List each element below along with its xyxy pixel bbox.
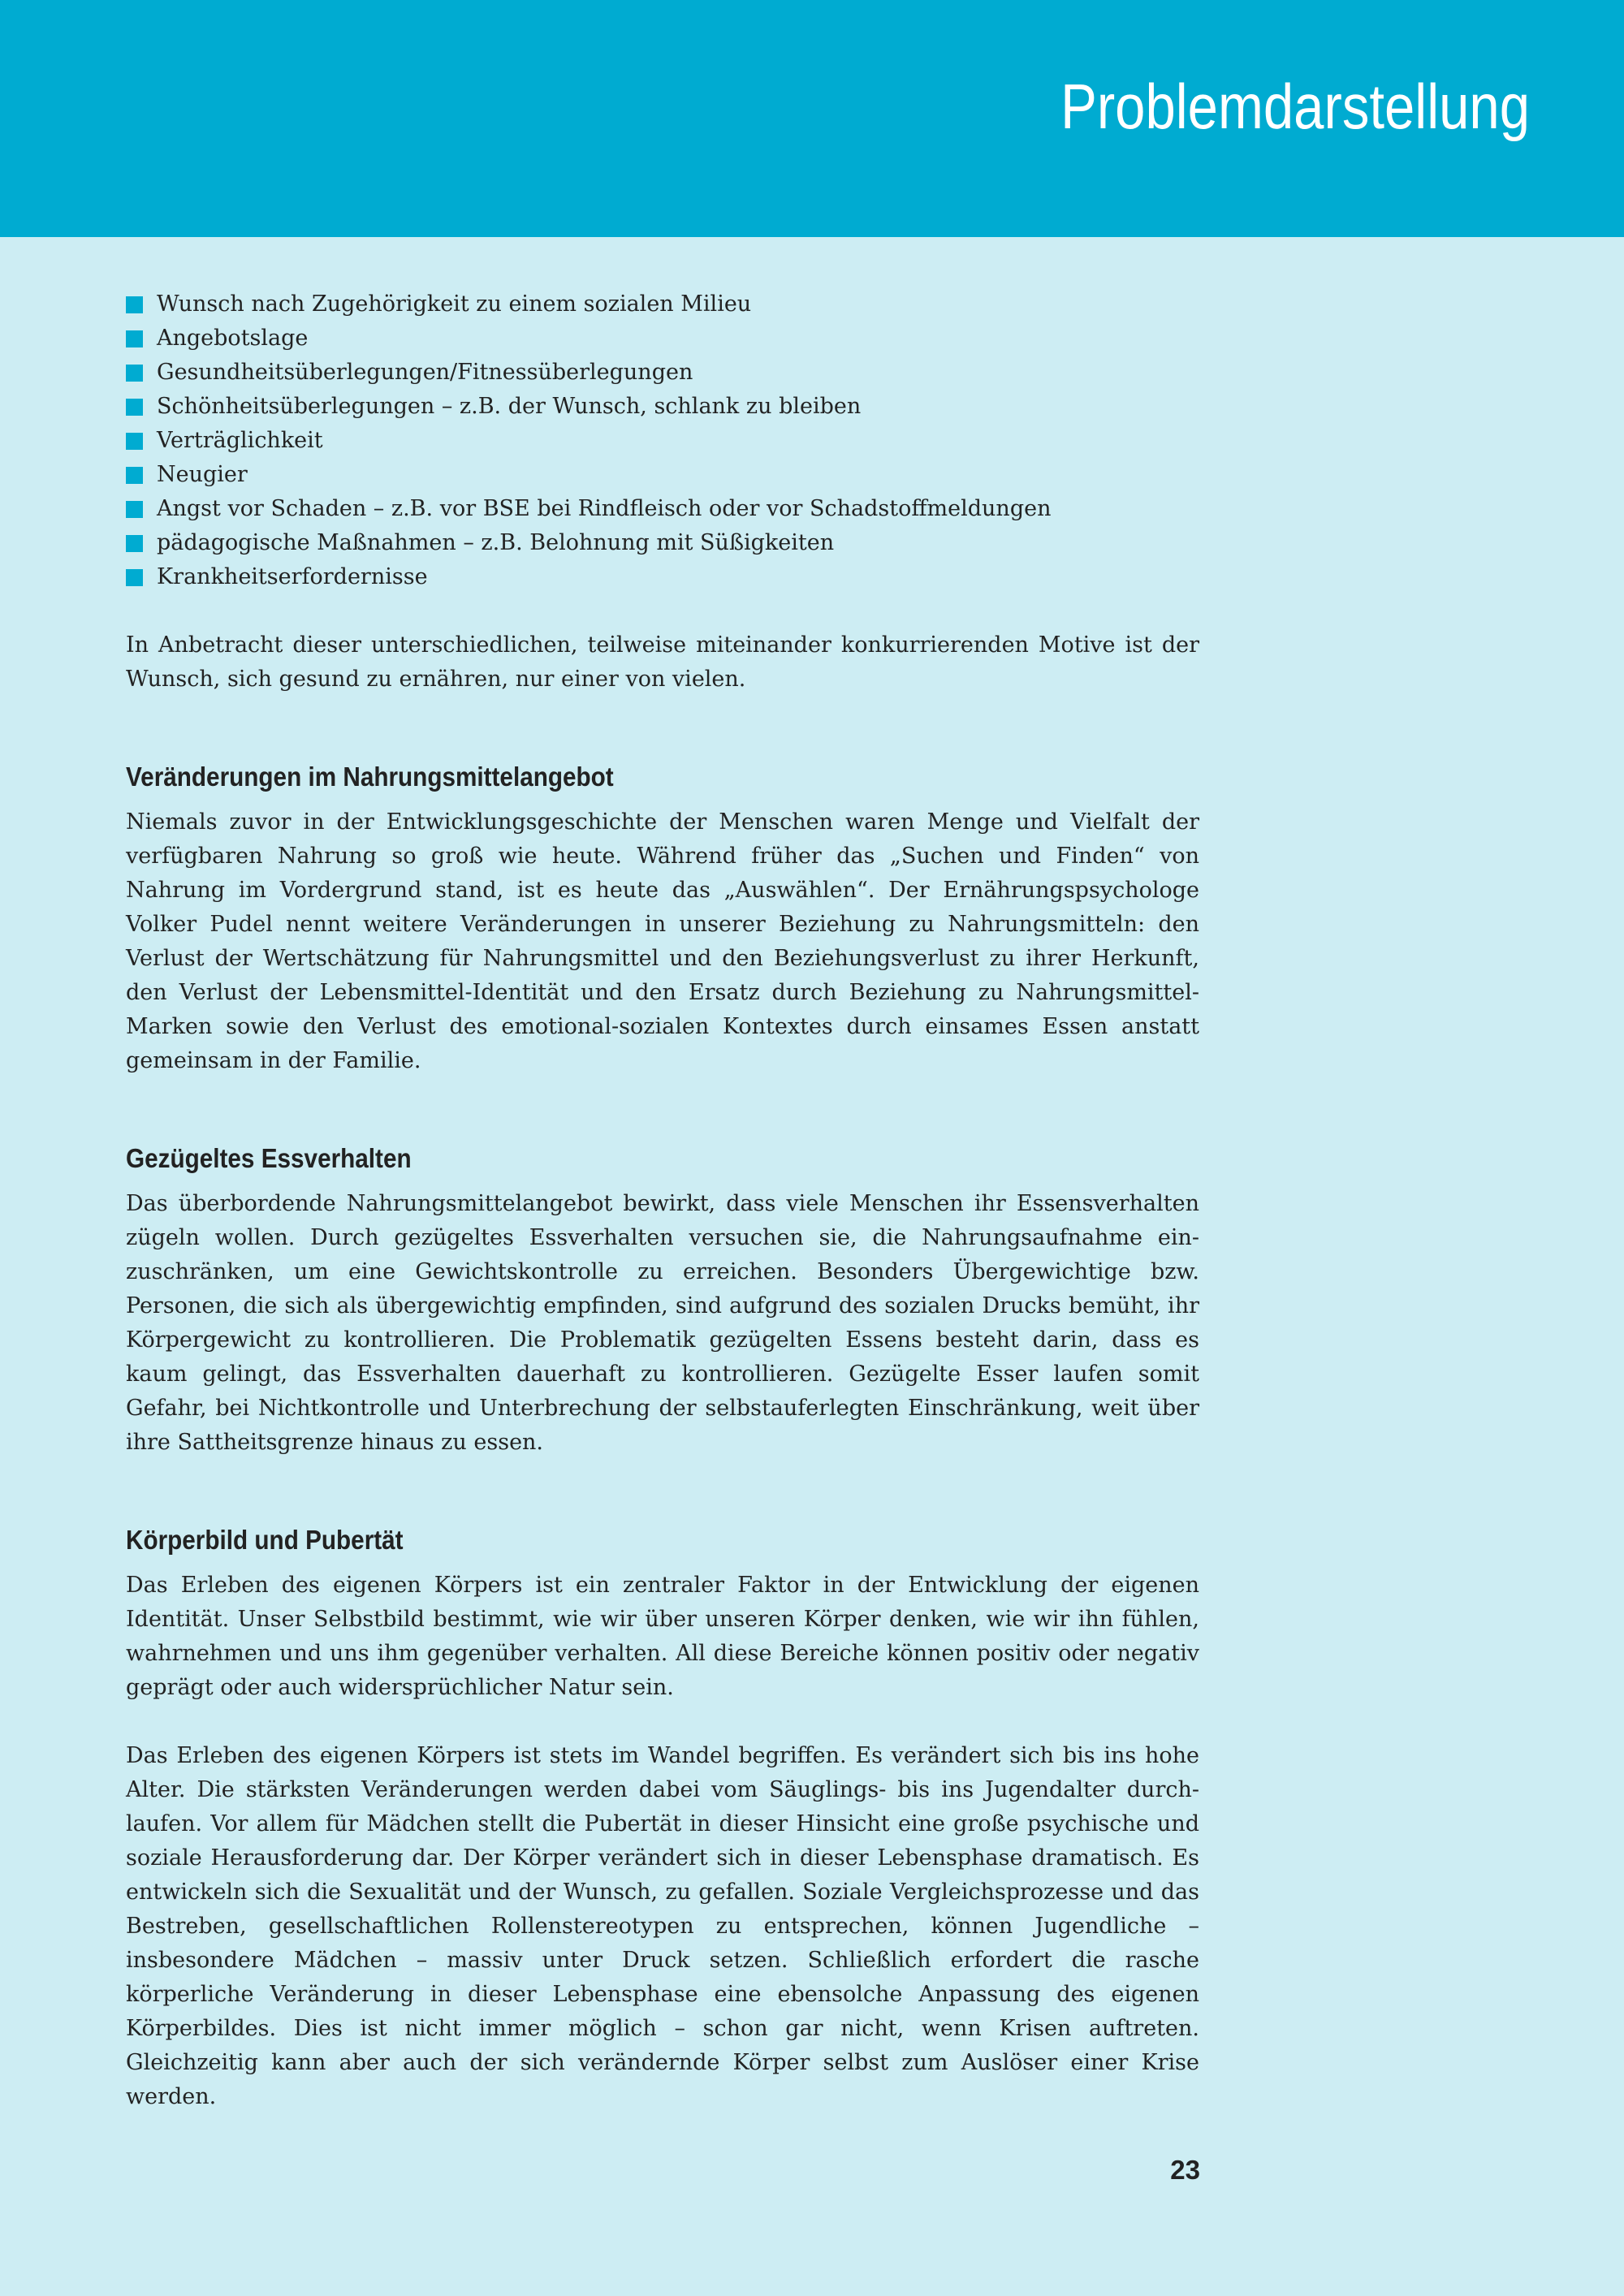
list-item (126, 526, 1199, 560)
list-item (126, 390, 1199, 424)
list-item-text: Neugier (157, 462, 248, 487)
list-item (126, 287, 1199, 322)
motive-list (126, 287, 1199, 594)
square-bullet-icon (126, 569, 143, 586)
square-bullet-icon (126, 330, 143, 347)
list-item (126, 560, 1199, 594)
body-paragraph: Das Erleben des eigenen Körpers ist stets im Wandel begriffen. Es verändert sich bis ins hohe Alter. Die stärksten Veränderungen werden dabei vom Säuglings- bis ins Jugendalter durchlaufen. Vor allem für Mädchen stellt die Pubertät in dieser Hinsicht eine große psychische und soziale Herausforderung dar. Der Körper verändert sich in dieser Lebensphase dramatisch. Es entwickeln sich die Sexualität und der Wunsch, zu gefallen. Soziale Vergleichsprozesse und das Bestreben, gesellschaftlichen Rollenstereotypen zu entsprechen, können Jugendliche – insbesondere Mädchen – massiv unter Druck setzen. Schließlich erfordert die rasche körperliche Veränderung in dieser Lebensphase eine ebensolche Anpassung des eigenen Körperbildes. Dies ist nicht immer möglich – schon gar nicht, wenn Krisen auftreten. Gleichzeitig kann aber auch der sich verändernde Körper selbst zum Auslöser einer Krise werden. (126, 1743, 1199, 2109)
section-nahrungsmittelangebot (126, 760, 1199, 1078)
list-item-text: Angebotslage (157, 326, 309, 351)
list-item-text: Angst vor Schaden – z.B. vor BSE bei Rindfleisch oder vor Schadstoffmeldungen (157, 496, 1052, 521)
list-item (126, 492, 1199, 526)
list-item-text: Gesundheitsüberlegungen/Fitnessüberlegungen (157, 360, 693, 385)
section-heading: Körperbild und Pubertät (126, 1525, 404, 1555)
square-bullet-icon (126, 399, 143, 416)
square-bullet-icon (126, 467, 143, 484)
list-item-text: Krankheitserfordernisse (157, 564, 428, 589)
body-paragraph: Das Erleben des eigenen Körpers ist ein zentraler Faktor in der Entwicklung der eigenen Identität. Unser Selbstbild bestimmt, wie wir über unseren Körper denken, wie wir ihn fühlen, wahrnehmen und uns ihm gegenüber verhalten. All diese Bereiche können positiv oder negativ geprägt oder auch widersprüchlicher Natur sein. (126, 1573, 1199, 1700)
body-paragraph: Niemals zuvor in der Entwicklungsgeschichte der Menschen waren Menge und Vielfalt der verfügbaren Nahrung so groß wie heute. Während früher das „Suchen und Finden“ von Nahrung im Vordergrund stand, ist es heute das „Auswählen“. Der Ernährungspsychologe Volker Pudel nennt weitere Veränderungen in unserer Beziehung zu Nahrungsmitteln: den Verlust der Wertschätzung für Nahrungsmittel und den Beziehungsverlust zu ihrer Herkunft, den Verlust der Lebensmittel-Identität und den Ersatz durch Beziehung zu Nahrungsmittel-Marken sowie den Verlust des emotional-sozialen Kontextes durch einsames Essen anstatt gemeinsam in der Familie. (126, 809, 1199, 1073)
header-band (0, 0, 1624, 237)
square-bullet-icon (126, 296, 143, 313)
list-item-text: Wunsch nach Zugehörigkeit zu einem sozialen Milieu (157, 291, 752, 317)
square-bullet-icon (126, 433, 143, 450)
body-paragraph: Das überbordende Nahrungsmittelangebot bewirkt, dass viele Menschen ihr Essensverhalten zügeln wollen. Durch gezügeltes Essverhalten versuchen sie, die Nahrungsaufnahme einzuschränken, um eine Gewichtskontrolle zu erreichen. Besonders Übergewichtige bzw. Personen, die sich als übergewichtig empfinden, sind aufgrund des sozialen Drucks bemüht, ihr Körpergewicht zu kontrollieren. Die Problematik gezügelten Essens besteht darin, dass es kaum gelingt, das Essverhalten dauerhaft zu kontrollieren. Gezügelte Esser laufen somit Gefahr, bei Nichtkontrolle und Unterbrechung der selbstauferlegten Einschränkung, weit über ihre Sattheitsgrenze hinaus zu essen. (126, 1191, 1199, 1455)
intro-paragraph: In Anbetracht dieser unterschiedlichen, teilweise miteinander konkurrierenden Motive ist der Wunsch, sich gesund zu ernähren, nur einer von vielen. (126, 632, 1199, 692)
page-content (126, 287, 1199, 2114)
page-number: 23 (1170, 2155, 1200, 2185)
section-essverhalten (126, 1142, 1199, 1460)
section-heading: Gezügeltes Essverhalten (126, 1143, 412, 1173)
section-koerperbild (126, 1523, 1199, 2114)
square-bullet-icon (126, 535, 143, 552)
square-bullet-icon (126, 501, 143, 518)
list-item-text: Schönheitsüberlegungen – z.B. der Wunsch, schlank zu bleiben (157, 394, 862, 419)
list-item-text: Verträglichkeit (157, 428, 323, 453)
list-item-text: pädagogische Maßnahmen – z.B. Belohnung mit Süßigkeiten (157, 530, 835, 555)
list-item (126, 322, 1199, 356)
page-title: Problemdarstellung (1060, 71, 1530, 142)
list-item (126, 356, 1199, 390)
list-item (126, 458, 1199, 492)
list-item (126, 424, 1199, 458)
square-bullet-icon (126, 365, 143, 382)
section-heading: Veränderungen im Nahrungsmittelangebot (126, 762, 614, 792)
